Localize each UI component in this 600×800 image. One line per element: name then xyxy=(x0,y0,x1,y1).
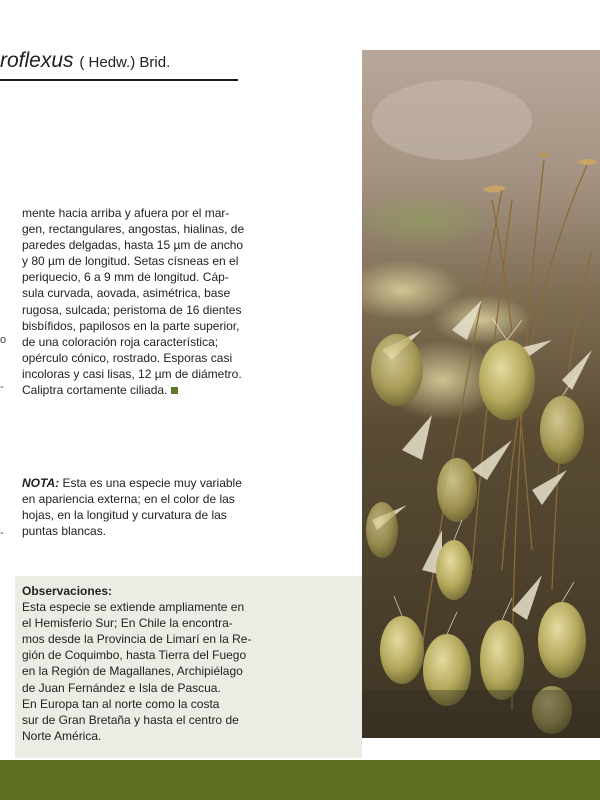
observations-line: Norte América. xyxy=(22,728,102,743)
observations-line: mos desde la Provincia de Limarí en la Re- xyxy=(22,632,252,647)
description-line: mente hacia arriba y afuera por el mar- xyxy=(22,206,230,220)
note-line: en apariencia externa; en el color de las xyxy=(22,492,235,507)
observations-text xyxy=(22,583,252,744)
description-line: incoloras y casi lisas, 12 µm de diámetro. xyxy=(22,366,242,381)
note-line xyxy=(22,475,247,491)
species-author: ( Hedw.) Brid. xyxy=(79,54,171,71)
description-line: sula curvada, aovada, asimétrica, base xyxy=(22,286,231,301)
margin-mark: - xyxy=(0,381,4,393)
observations-line: sur de Gran Bretaña y hasta el centro de xyxy=(22,712,239,727)
description-line: de una coloración roja característica; xyxy=(22,334,219,349)
observations-line: En Europa tan al norte como la costa xyxy=(22,696,220,711)
observations-line: Esta especie se extiende ampliamente en xyxy=(22,600,245,615)
moss-closeup-photo xyxy=(362,50,600,738)
observations-line: gión de Coquimbo, hasta Tierra del Fuego xyxy=(22,648,247,663)
description-last-line: Caliptra cortamente ciliada. xyxy=(22,383,168,398)
description-line: bisbífidos, papilosos en la parte superior, xyxy=(22,318,240,333)
description-line: paredes delgadas, hasta 15 µm de ancho xyxy=(22,238,244,253)
description-line: opérculo cónico, rostrado. Esporas casi xyxy=(22,350,233,365)
observations-divider xyxy=(13,576,15,758)
note-first-line: Esta es una especie muy variable xyxy=(59,476,242,490)
title-underline xyxy=(0,79,238,81)
margin-mark: o xyxy=(0,334,7,346)
footer-bar xyxy=(0,760,600,800)
note-line: hojas, en la longitud y curvatura de las xyxy=(22,508,227,523)
margin-mark: - xyxy=(0,527,4,539)
observations-line: de Juan Fernández e Isla de Pascua. xyxy=(22,680,221,695)
description-line: gen, rectangulares, angostas, hialinas, de xyxy=(22,222,245,237)
description-line xyxy=(22,382,247,398)
note-paragraph xyxy=(22,475,247,539)
observations-line: en la Región de Magallanes, Archipiélago xyxy=(22,664,243,679)
description-line: rugosa, sulcada; peristoma de 16 dientes xyxy=(22,302,242,317)
observations-line: el Hemisferio Sur; En Chile la encontra- xyxy=(22,616,233,631)
note-line: puntas blancas. xyxy=(22,524,107,539)
species-name: roflexus xyxy=(0,49,74,72)
observations-title: Observaciones: xyxy=(22,584,113,598)
description-paragraph xyxy=(22,205,247,398)
observations-box xyxy=(13,576,362,758)
description-line: y 80 µm de longitud. Setas císneas en el xyxy=(22,254,239,269)
page-title xyxy=(0,48,170,76)
end-bullet-icon xyxy=(171,387,178,394)
description-line: periquecio, 6 a 9 mm de longitud. Cáp- xyxy=(22,270,229,285)
note-label: NOTA: xyxy=(22,476,60,490)
